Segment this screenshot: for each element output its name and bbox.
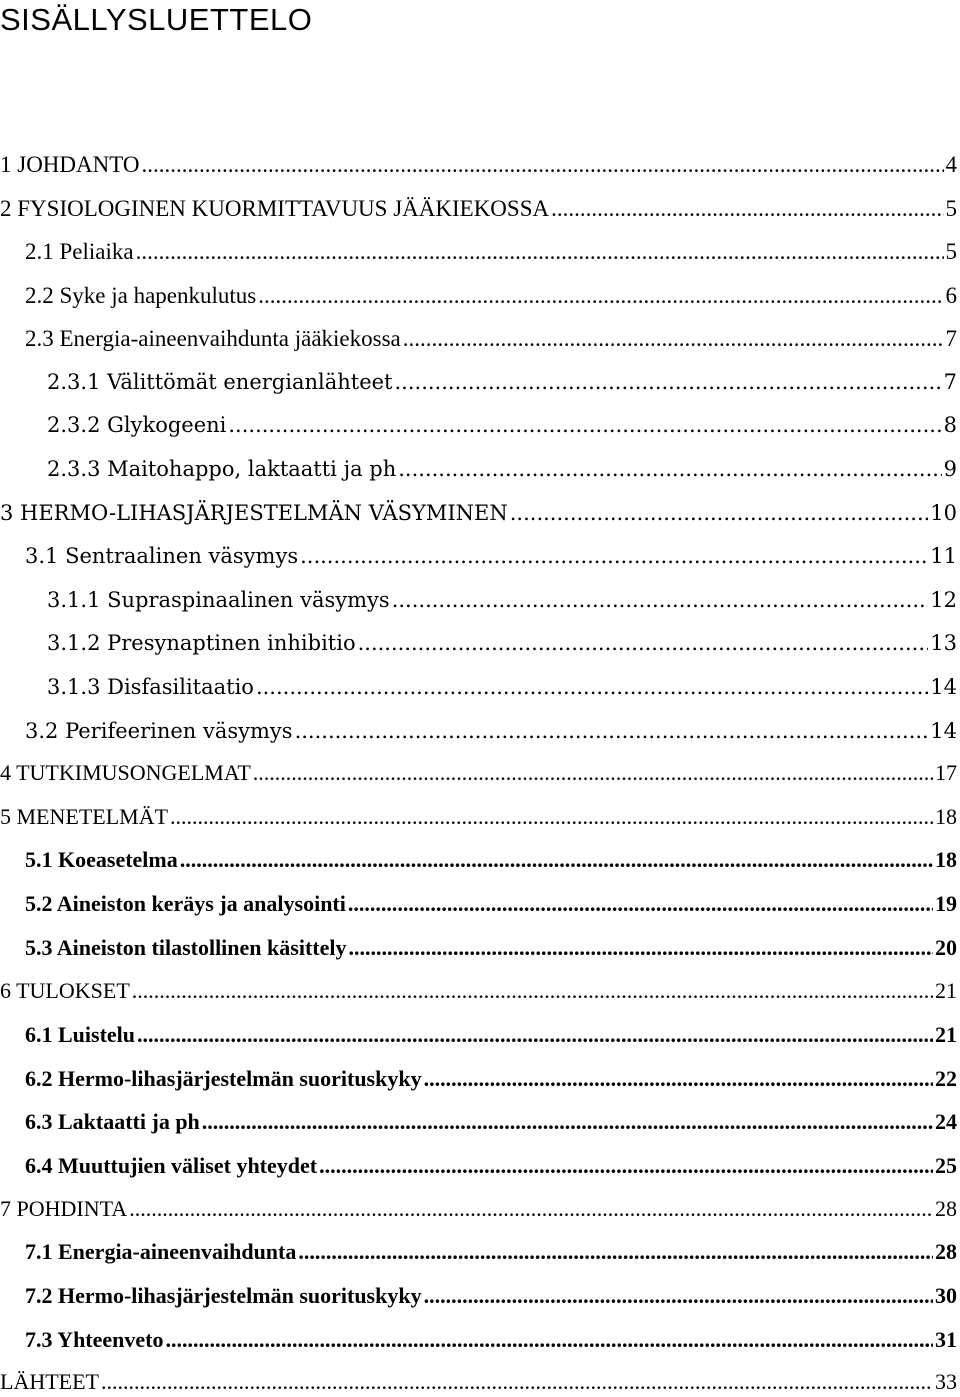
- toc-entry-page-number: 20: [935, 935, 957, 960]
- toc-leader-dots: [424, 1281, 933, 1311]
- toc-entry-page-number: 33: [935, 1369, 957, 1394]
- toc-entry-label: 3.2 Perifeerinen väsymys: [25, 719, 293, 743]
- toc-entry[interactable]: [25, 845, 957, 875]
- toc-entry[interactable]: [25, 1107, 957, 1137]
- toc-entry-page-number: 21: [935, 978, 957, 1003]
- toc-entry[interactable]: [25, 1281, 957, 1311]
- toc-entry-label: 6.4 Muuttujien väliset yhteydet: [25, 1153, 318, 1178]
- toc-entry[interactable]: [47, 628, 957, 658]
- toc-entry[interactable]: [47, 410, 957, 440]
- toc-entry-label: 7.1 Energia-aineenvaihdunta: [25, 1239, 297, 1264]
- page-title: SISÄLLYSLUETTELO: [0, 2, 313, 37]
- toc-leader-dots: [510, 498, 929, 528]
- toc-entry-label: 3.1.2 Presynaptinen inhibitio: [47, 631, 356, 655]
- toc-entry-label: 3 HERMO-LIHASJÄRJESTELMÄN VÄSYMINEN: [0, 501, 508, 525]
- toc-leader-dots: [319, 1151, 933, 1181]
- toc-leader-dots: [137, 1020, 933, 1050]
- toc-entry[interactable]: [25, 1151, 957, 1181]
- toc-entry-label: 5.3 Aineiston tilastollinen käsittely: [25, 935, 347, 960]
- toc-leader-dots: [101, 1367, 933, 1397]
- toc-entry-label: 7.3 Yhteenveto: [25, 1327, 164, 1352]
- toc-leader-dots: [551, 194, 943, 224]
- toc-entry-page-number: 4: [945, 152, 957, 177]
- toc-entry-label: 3.1 Sentraalinen väsymys: [25, 544, 299, 568]
- toc-entry[interactable]: [25, 237, 957, 267]
- toc-leader-dots: [166, 1325, 934, 1355]
- toc-entry[interactable]: [0, 150, 957, 180]
- toc-leader-dots: [132, 976, 933, 1006]
- toc-leader-dots: [180, 845, 933, 875]
- toc-entry-page-number: 9: [943, 457, 957, 481]
- toc-leader-dots: [253, 758, 933, 788]
- toc-entry-label: LÄHTEET: [0, 1369, 99, 1394]
- toc-entry-label: 2.1 Peliaika: [25, 239, 134, 264]
- toc-entry-label: 7 POHDINTA: [0, 1196, 128, 1221]
- toc-entry-label: 2.3 Energia-aineenvaihdunta jääkiekossa: [25, 326, 401, 351]
- toc-entry-label: 2.3.2 Glykogeeni: [47, 413, 227, 437]
- toc-leader-dots: [398, 454, 941, 484]
- toc-entry[interactable]: [0, 1367, 957, 1397]
- toc-entry[interactable]: [25, 1020, 957, 1050]
- toc-entry[interactable]: [47, 585, 957, 615]
- toc-entry-label: 2.2 Syke ja hapenkulutus: [25, 283, 257, 308]
- toc-leader-dots: [256, 672, 928, 702]
- toc-leader-dots: [258, 281, 943, 311]
- toc-leader-dots: [300, 541, 928, 571]
- toc-entry[interactable]: [47, 672, 957, 702]
- toc-entry-page-number: 12: [930, 588, 957, 612]
- toc-entry-page-number: 28: [935, 1196, 957, 1221]
- toc-entry[interactable]: [25, 716, 957, 746]
- toc-leader-dots: [142, 150, 944, 180]
- toc-entry-page-number: 7: [943, 370, 957, 394]
- toc-entry[interactable]: [0, 802, 957, 832]
- toc-entry-label: 2.3.3 Maitohappo, laktaatti ja ph: [47, 457, 397, 481]
- toc-entry[interactable]: [0, 194, 957, 224]
- toc-entry-page-number: 19: [935, 891, 957, 916]
- toc-entry[interactable]: [25, 1237, 957, 1267]
- toc-entry-page-number: 6: [945, 283, 957, 308]
- toc-entry-page-number: 28: [935, 1239, 957, 1264]
- toc-entry[interactable]: [47, 454, 957, 484]
- toc-entry-label: 6.2 Hermo-lihasjärjestelmän suorituskyky: [25, 1066, 422, 1091]
- toc-entry[interactable]: [25, 281, 957, 311]
- toc-entry-page-number: 8: [943, 413, 957, 437]
- toc-entry-label: 3.1.1 Supraspinaalinen väsymys: [47, 588, 390, 612]
- toc-entry-page-number: 22: [935, 1066, 957, 1091]
- toc-entry-page-number: 11: [930, 544, 957, 568]
- toc-entry-label: 3.1.3 Disfasilitaatio: [47, 675, 254, 699]
- toc-entry-label: 4 TUTKIMUSONGELMAT: [0, 760, 251, 785]
- toc-entry-page-number: 5: [945, 196, 957, 221]
- toc-entry-page-number: 10: [930, 501, 957, 525]
- toc-entry[interactable]: [25, 324, 957, 354]
- toc-entry[interactable]: [0, 758, 957, 788]
- toc-entry-label: 1 JOHDANTO: [0, 152, 140, 177]
- toc-entry-label: 5.2 Aineiston keräys ja analysointi: [25, 891, 346, 916]
- toc-entry-label: 5 MENETELMÄT: [0, 804, 169, 829]
- toc-entry[interactable]: [0, 1194, 957, 1224]
- toc-entry[interactable]: [25, 933, 957, 963]
- toc-leader-dots: [424, 1064, 933, 1094]
- toc-leader-dots: [170, 802, 933, 832]
- toc-entry-page-number: 14: [930, 719, 957, 743]
- toc-entry-page-number: 5: [945, 239, 957, 264]
- toc-entry-page-number: 18: [935, 804, 957, 829]
- toc-entry[interactable]: [0, 976, 957, 1006]
- toc-entry[interactable]: [25, 889, 957, 919]
- toc-leader-dots: [395, 367, 942, 397]
- toc-entry-label: 2.3.1 Välittömät energianlähteet: [47, 370, 393, 394]
- toc-entry-label: 2 FYSIOLOGINEN KUORMITTAVUUS JÄÄKIEKOSSA: [0, 196, 550, 221]
- toc-entry-page-number: 18: [935, 847, 957, 872]
- toc-entry-page-number: 17: [935, 760, 957, 785]
- toc-leader-dots: [392, 585, 929, 615]
- toc-entry[interactable]: [25, 541, 957, 571]
- toc-leader-dots: [298, 1237, 933, 1267]
- toc-leader-dots: [228, 410, 941, 440]
- toc-leader-dots: [136, 237, 944, 267]
- toc-leader-dots: [348, 889, 933, 919]
- toc-entry-page-number: 13: [930, 631, 957, 655]
- toc-leader-dots: [348, 933, 933, 963]
- toc-entry-label: 7.2 Hermo-lihasjärjestelmän suorituskyky: [25, 1283, 422, 1308]
- toc-entry-page-number: 25: [935, 1153, 957, 1178]
- toc-entry-page-number: 24: [935, 1109, 957, 1134]
- toc-entry[interactable]: [25, 1325, 957, 1355]
- toc-entry-label: 6.1 Luistelu: [25, 1022, 136, 1047]
- toc-entry-label: 5.1 Koeasetelma: [25, 847, 178, 872]
- toc-entry-page-number: 21: [935, 1022, 957, 1047]
- toc-leader-dots: [202, 1107, 933, 1137]
- toc-entry-page-number: 31: [935, 1327, 957, 1352]
- toc-leader-dots: [403, 324, 944, 354]
- toc-entry-label: 6.3 Laktaatti ja ph: [25, 1109, 200, 1134]
- toc-entry[interactable]: [25, 1064, 957, 1094]
- toc-leader-dots: [358, 628, 929, 658]
- toc-entry-page-number: 30: [935, 1283, 957, 1308]
- toc-entry-label: 6 TULOKSET: [0, 978, 130, 1003]
- toc-entry[interactable]: [0, 498, 957, 528]
- toc-entry-page-number: 7: [945, 326, 957, 351]
- toc-entry-page-number: 14: [930, 675, 957, 699]
- toc-entry[interactable]: [47, 367, 957, 397]
- toc-leader-dots: [295, 716, 929, 746]
- toc-leader-dots: [129, 1194, 933, 1224]
